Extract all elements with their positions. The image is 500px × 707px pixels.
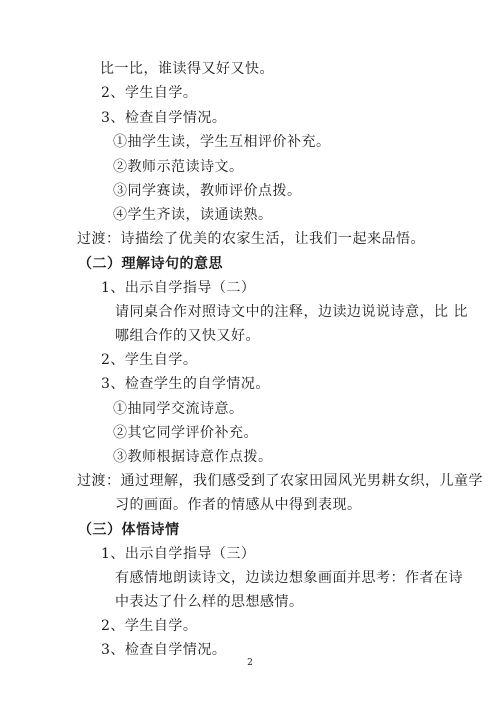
text-line: 习的画面。作者的情感从中得到表现。 <box>115 497 362 513</box>
text-line: ①抽学生读，学生互相评价补充。 <box>113 134 331 150</box>
text-line: ④学生齐读，读通读熟。 <box>113 207 273 223</box>
text-line: ②教师示范读诗文。 <box>113 159 244 175</box>
text-line: ②其它同学评价补充。 <box>113 425 258 441</box>
text-line: 比一比，谁读得又好又快。 <box>100 61 274 77</box>
text-line: ①抽同学交流诗意。 <box>113 401 244 417</box>
text-line: 哪组合作的又快又好。 <box>115 328 260 344</box>
text-line: 2、学生自学。 <box>101 352 198 368</box>
transition-text: 过渡：诗描绘了优美的农家生活，让我们一起来品悟。 <box>77 231 425 247</box>
text-line: 1、出示自学指导（二） <box>101 280 256 296</box>
text-line: ③教师根据诗意作点拨。 <box>113 449 273 465</box>
text-line: 3、检查自学情况。 <box>101 110 227 126</box>
text-line: 3、检查自学情况。 <box>101 642 227 658</box>
text-line: 中表达了什么样的思想感情。 <box>115 594 304 610</box>
transition-text: 过渡：通过理解，我们感受到了农家田园风光男耕女织，儿童学 <box>77 473 483 489</box>
text-line: 有感情地朗读诗文，边读边想象画面并思考：作者在诗 <box>115 570 463 586</box>
text-line: 2、学生自学。 <box>101 85 198 101</box>
text-line: 1、出示自学指导（三） <box>101 546 256 562</box>
text-line: 请同桌合作对照诗文中的注释，边读边说说诗意，比 比 <box>115 304 468 320</box>
section-heading: （三）体悟诗情 <box>78 522 180 538</box>
text-line: 3、检查学生的自学情况。 <box>101 376 270 392</box>
text-line: 2、学生自学。 <box>101 618 198 634</box>
section-heading: （二）理解诗句的意思 <box>78 256 223 272</box>
text-line: ③同学赛读，教师评价点拨。 <box>113 183 302 199</box>
page-number: 2 <box>247 658 253 668</box>
